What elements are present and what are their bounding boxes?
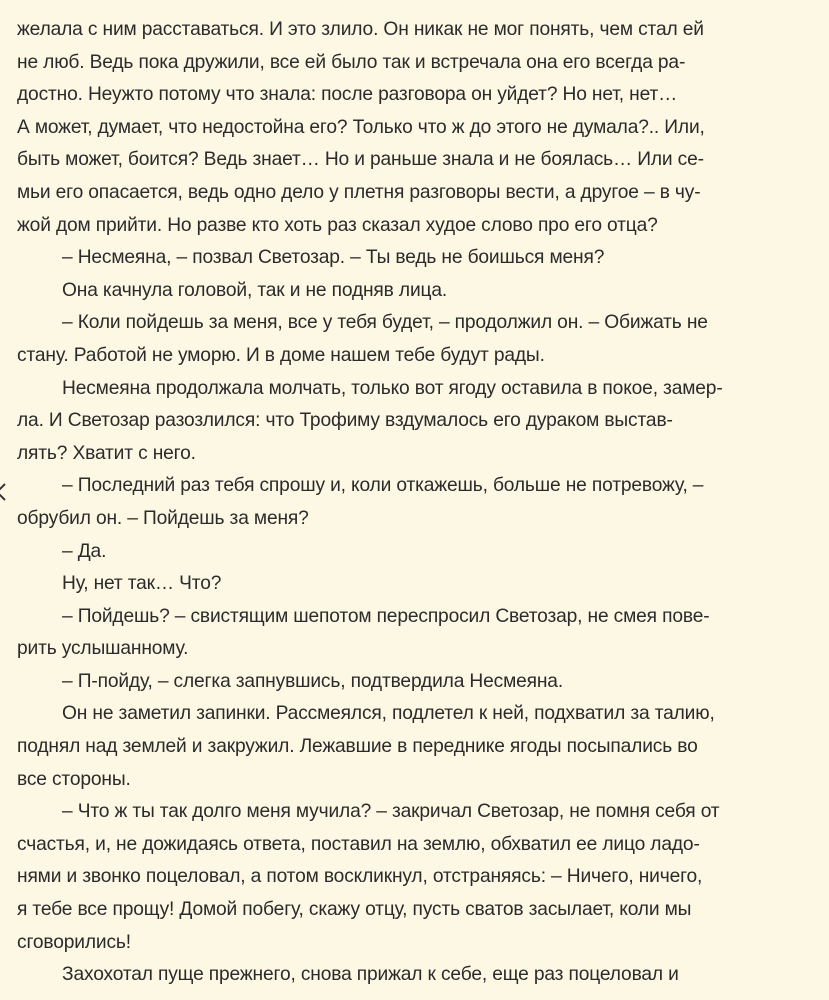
text-line: – Коли пойдешь за меня, все у тебя будет, – продолжил он. – Обижать не xyxy=(62,312,708,334)
text-line: А может, думает, что недостойна его? Только что ж до этого не думала?.. Или, xyxy=(17,116,705,138)
text-line: Он не заметил запинки. Рассмеялся, подлетел к ней, подхватил за талию, xyxy=(62,703,715,725)
text-line: обрубил он. – Пойдешь за меня? xyxy=(17,507,309,529)
book-text xyxy=(17,14,817,992)
text-line: – Да. xyxy=(62,540,107,562)
text-line: сговорились! xyxy=(17,931,131,953)
text-line: достно. Неужто потому что знала: после разговора он уйдет? Но нет, нет… xyxy=(17,84,678,106)
text-line: – П-пойду, – слегка запнувшись, подтвердила Несмеяна. xyxy=(62,670,564,692)
text-line: поднял над землей и закружил. Лежавшие в переднике ягоды посыпались во xyxy=(17,736,698,758)
text-line: Она качнула головой, так и не подняв лица. xyxy=(62,279,448,301)
text-line: быть может, боится? Ведь знает… Но и раньше знала и не боялась… Или се- xyxy=(17,149,704,171)
text-line: мьи его опасается, ведь одно дело у плетня разговоры вести, а другое – в чу- xyxy=(17,181,701,203)
text-line: я тебе все прощу! Домой побегу, скажу отцу, пусть сватов засылает, коли мы xyxy=(17,899,692,921)
text-line: рить услышанному. xyxy=(17,638,189,660)
text-line: Несмеяна продолжала молчать, только вот ягоду оставила в покое, замер- xyxy=(62,377,723,399)
text-line: все стороны. xyxy=(17,768,131,790)
text-line: стану. Работой не уморю. И в доме нашем тебе будут рады. xyxy=(17,344,545,366)
text-line: счастья, и, не дожидаясь ответа, поставил на землю, обхватил ее лицо ладо- xyxy=(17,833,700,855)
text-line: Захохотал пуще прежнего, снова прижал к себе, еще раз поцеловал и xyxy=(62,964,679,986)
text-line: не люб. Ведь пока дружили, все ей было так и встречала она его всегда ра- xyxy=(17,51,686,73)
chevron-left-icon xyxy=(0,480,8,504)
text-line: – Что ж ты так долго меня мучила? – закричал Светозар, не помня себя от xyxy=(62,801,720,823)
text-line: – Пойдешь? – свистящим шепотом переспросил Светозар, не смея пове- xyxy=(62,605,710,627)
text-line: Ну, нет так… Что? xyxy=(62,573,222,595)
text-line: ла. И Светозар разозлился: что Трофиму вздумалось его дураком выстав- xyxy=(17,410,673,432)
text-line: лять? Хватит с него. xyxy=(17,442,196,464)
text-line: жой дом прийти. Но разве кто хоть раз сказал худое слово про его отца? xyxy=(17,214,658,236)
text-line: желала с ним расставаться. И это злило. Он никак не мог понять, чем стал ей xyxy=(17,19,704,40)
text-line: – Последний раз тебя спрошу и, коли откажешь, больше не потревожу, – xyxy=(62,475,704,497)
text-line: – Несмеяна, – позвал Светозар. – Ты ведь не боишься меня? xyxy=(62,247,605,269)
text-line: нями и звонко поцеловал, а потом воскликнул, отстраняясь: – Ничего, ничего, xyxy=(17,866,703,888)
prev-page-button[interactable] xyxy=(0,480,8,504)
